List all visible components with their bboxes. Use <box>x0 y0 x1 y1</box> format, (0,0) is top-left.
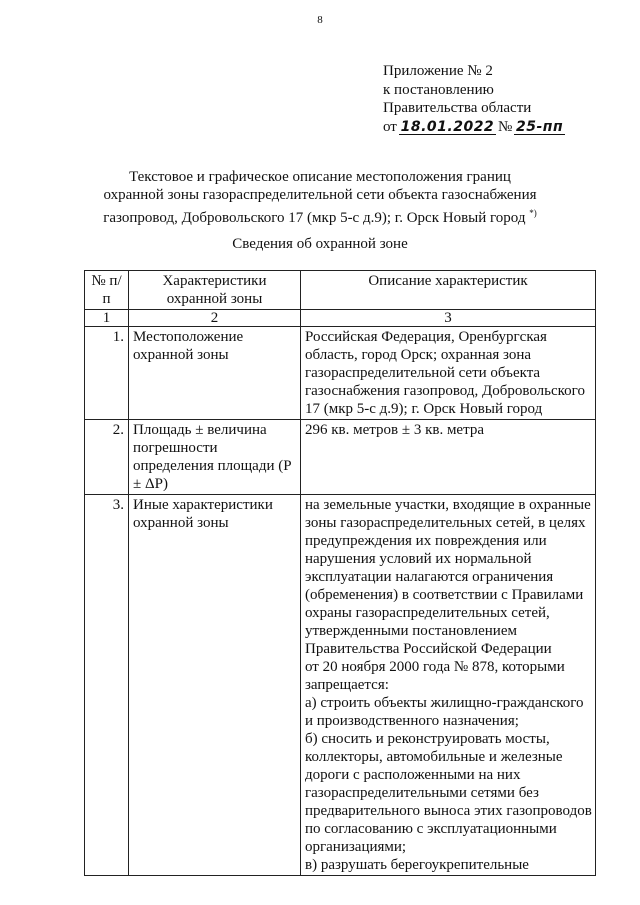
title-line-3-wrap <box>0 204 640 227</box>
annex-from-label: от <box>383 118 397 135</box>
description-line: а) строить объекты жилищно-гражданского <box>305 695 584 711</box>
table-row <box>85 327 596 420</box>
column-number: 3 <box>301 310 596 327</box>
description-line: запрещается: <box>305 677 389 693</box>
column-number-row <box>85 310 596 327</box>
annex-date: 18.01.2022 <box>400 118 495 135</box>
description-line: организациями; <box>305 839 407 855</box>
annex-line-1: Приложение № 2 <box>383 63 493 79</box>
annex-date-line <box>383 118 563 137</box>
description-line: предварительного выноса этих газопроводов <box>305 803 592 819</box>
description-line: Российская Федерация, Оренбургская <box>305 329 547 345</box>
description-line: нарушения условий их нормальной <box>305 551 532 567</box>
title-line-3: газопровод, Добровольского 17 (мкр 5-с д.9); г. Орск Новый город <box>103 210 526 226</box>
page-number: 8 <box>317 14 323 26</box>
table-row <box>85 420 596 495</box>
description-line: газораспределительной сети объекта <box>305 365 541 381</box>
header-characteristics: Характеристики охранной зоны <box>129 271 301 310</box>
row-number: 3. <box>85 495 129 876</box>
description-line: на земельные участки, входящие в охранные <box>305 497 591 513</box>
description-line: дороги с расположенными на них <box>305 767 521 783</box>
row-number: 2. <box>85 420 129 495</box>
title-line-2: охранной зоны газораспределительной сети объекта газоснабжения <box>103 187 537 203</box>
description-line: эксплуатации налагаются ограничения <box>305 569 554 585</box>
title-line-1: Текстовое и графическое описание местоположения границ <box>129 169 511 185</box>
description-line: от 20 ноября 2000 года № 878, которыми <box>305 659 565 675</box>
description-line: в) разрушать берегоукрепительные <box>305 857 529 873</box>
description-line: газораспределительными сетями без <box>305 785 539 801</box>
header-number: № п/п <box>85 271 129 310</box>
description-line: предупреждения их повреждения или <box>305 533 547 549</box>
annex-number: 25-пп <box>516 118 564 135</box>
description-line: область, город Орск; охранная зона <box>305 347 532 363</box>
description-line: 296 кв. метров ± 3 кв. метра <box>305 422 484 438</box>
description-line: (обременения) в соответствии с Правилами <box>305 587 584 603</box>
row-number: 1. <box>85 327 129 420</box>
row-description <box>301 327 596 420</box>
annex-number-label: № <box>497 118 513 135</box>
description-line: по согласованию с эксплуатационными <box>305 821 557 837</box>
footnote-mark: *) <box>529 208 537 218</box>
row-description <box>301 420 596 495</box>
annex-block <box>383 62 563 136</box>
header-description: Описание характеристик <box>301 271 596 310</box>
description-line: коллекторы, автомобильные и железные <box>305 749 563 765</box>
document-title <box>0 168 640 227</box>
description-line: б) сносить и реконструировать мосты, <box>305 731 550 747</box>
annex-line-2: к постановлению <box>383 81 494 98</box>
description-line: Правительства Российской Федерации <box>305 641 552 657</box>
row-characteristic: Местоположение охранной зоны <box>129 327 301 420</box>
row-characteristic: Площадь ± величина погрешности определения площади (P ± ΔP) <box>129 420 301 495</box>
zone-table <box>84 270 596 876</box>
description-line: газоснабжения газопровод, Добровольского <box>305 383 585 399</box>
description-line: утвержденными постановлением <box>305 623 517 639</box>
section-subtitle: Сведения об охранной зоне <box>232 236 408 252</box>
table-header-row <box>85 271 596 310</box>
row-description <box>301 495 596 876</box>
column-number: 2 <box>129 310 301 327</box>
description-line: охраны газораспределительных сетей, <box>305 605 550 621</box>
row-characteristic: Иные характеристики охранной зоны <box>129 495 301 876</box>
description-line: 17 (мкр 5-с д.9); г. Орск Новый город <box>305 401 543 417</box>
column-number: 1 <box>85 310 129 327</box>
description-line: зоны газораспределительных сетей, в целях <box>305 515 586 531</box>
description-line: и производственного назначения; <box>305 713 519 729</box>
table-row <box>85 495 596 876</box>
annex-line-3: Правительства области <box>383 100 532 116</box>
